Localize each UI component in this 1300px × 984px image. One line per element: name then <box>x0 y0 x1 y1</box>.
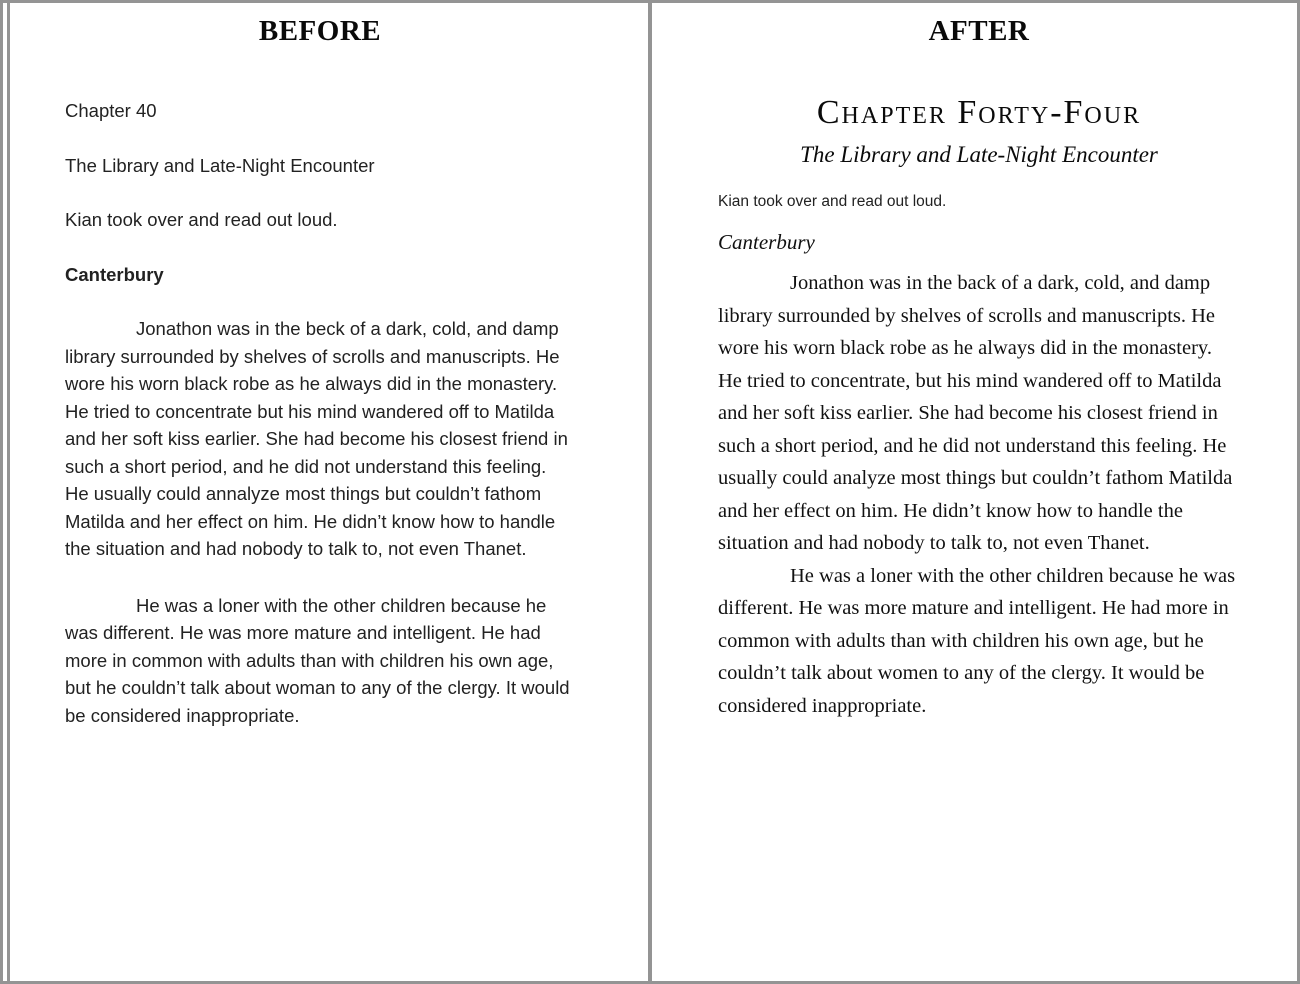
after-document-body <box>718 267 1240 722</box>
after-body-paragraph-1: Jonathon was in the back of a dark, cold, and damp library surrounded by shelves of scrolls and manuscripts. He wore his worn black robe as he always did in the monastery. He tried to concentrate, but his mind wandered off to Matilda and her soft kiss earlier. She had become his closest friend in such a short period, and he did not understand this feeling. He usually could analyze most things but couldn’t fathom Matilda and her effect on him. He didn’t know how to handle the situation and had nobody to talk to, not even Thanet. <box>718 272 1233 554</box>
after-chapter-subtitle: The Library and Late-Night Encounter <box>800 142 1158 167</box>
after-intro-line: Kian took over and read out loud. <box>718 193 947 210</box>
before-body-paragraph-2: He was a loner with the other children because he was different. He was more mature and intelligent. He had more in common with adults than with children his own age, but he couldn’t talk about woman to any of the clergy. It would be considered inappropriate. <box>65 594 570 726</box>
after-location-heading: Canterbury <box>718 230 815 254</box>
after-body-paragraph-2: He was a loner with the other children because he was different. He was more mature and intelligent. He had more in common with adults than with children his own age, but he couldn’t talk about women to any of the clergy. It would be considered inappropriate. <box>718 564 1236 717</box>
after-panel <box>652 3 1297 981</box>
before-chapter-subtitle: The Library and Late-Night Encounter <box>65 154 375 176</box>
before-header: BEFORE <box>258 15 382 47</box>
before-panel <box>10 3 648 981</box>
before-intro-line: Kian took over and read out loud. <box>65 209 338 230</box>
before-body-paragraph-1: Jonathon was in the beck of a dark, cold, and damp library surrounded by shelves of scrolls and manuscripts. He wore his worn black robe as he always did in the monastery. He tried to concentrate but his mind wandered off to Matilda and her soft kiss earlier. She had become his closest friend in such a short period, and he did not understand this feeling. He usually could annalyze most things but couldn’t fathom Matilda and her effect on him. He didn’t know how to handle the situation and had nobody to talk to, not even Thanet. <box>65 318 568 559</box>
before-chapter-number: Chapter 40 <box>65 100 157 121</box>
after-chapter-title: Chapter Forty-Four <box>816 94 1142 131</box>
before-location-heading: Canterbury <box>65 263 164 285</box>
after-header: AFTER <box>928 15 1030 47</box>
before-document-body <box>65 97 575 729</box>
